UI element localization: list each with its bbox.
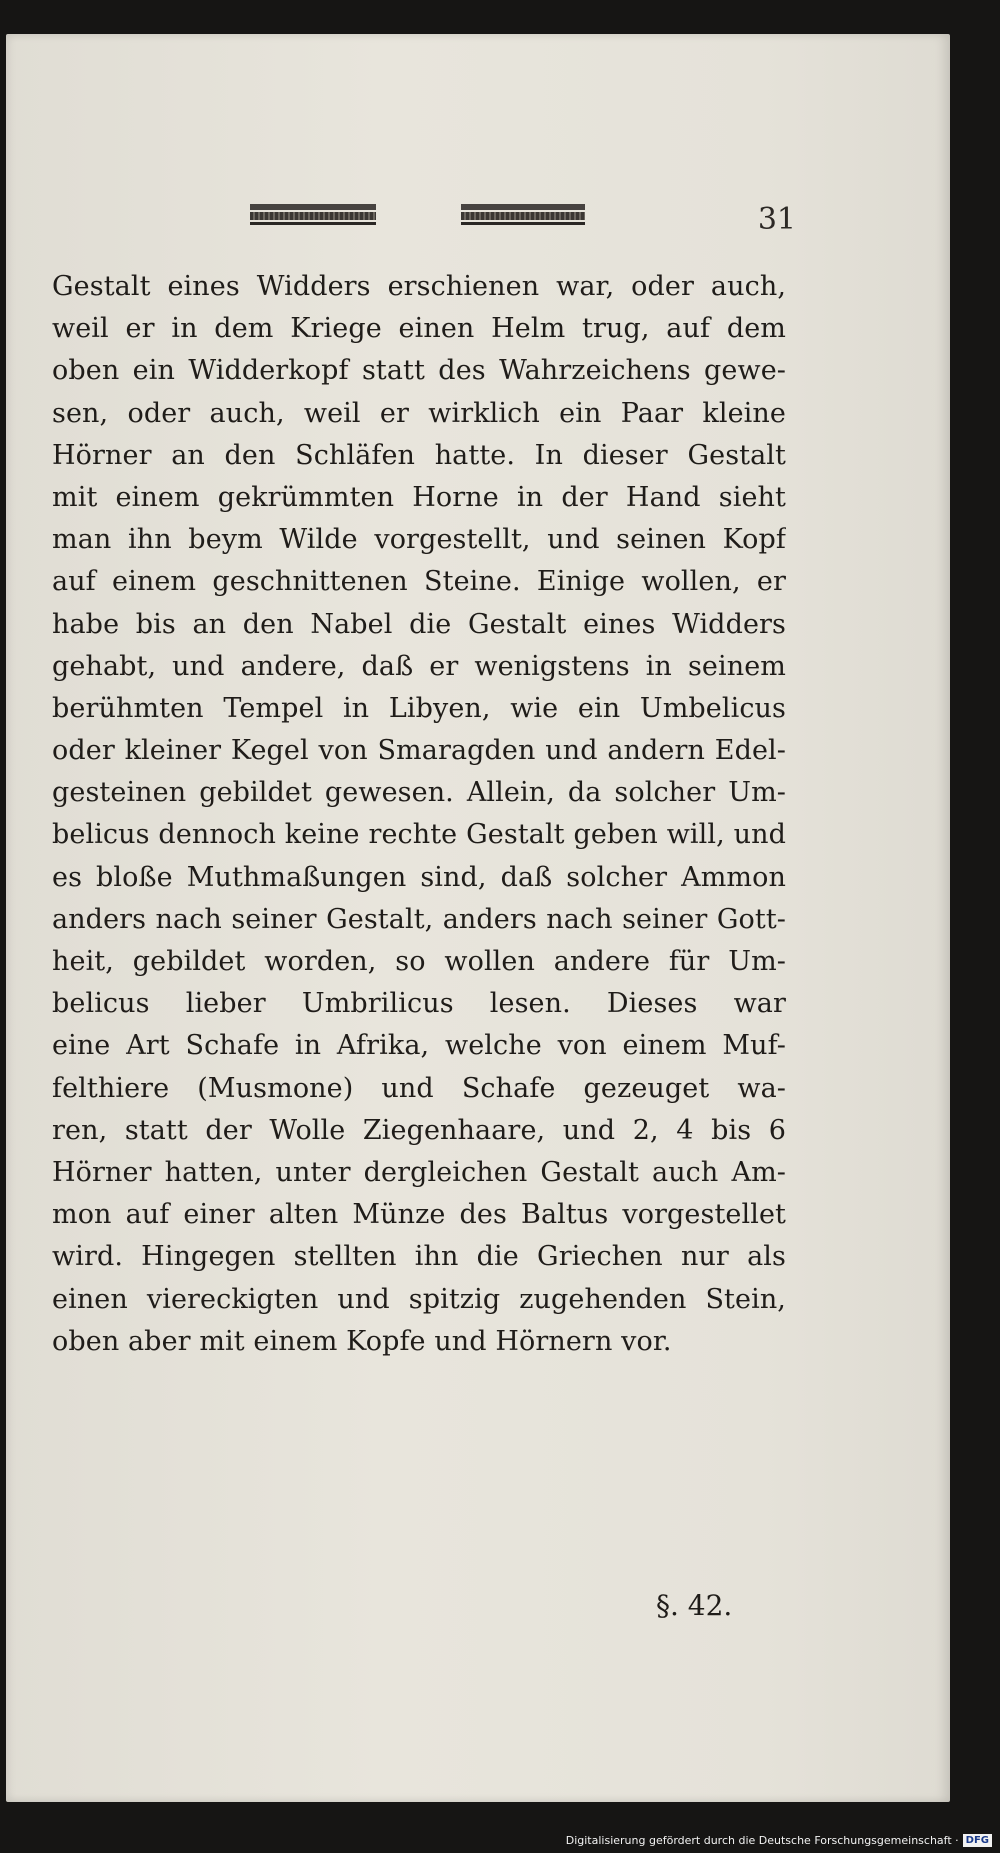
text-line: Hörner an den Schläfen hatte. In dieser Gestalt — [52, 439, 786, 471]
text-line: auf einem geschnittenen Steine. Einige wollen, er — [52, 566, 786, 598]
digitization-footer — [566, 1834, 992, 1847]
text-line: Hörner hatten, unter dergleichen Gestalt auch Am- — [52, 1156, 786, 1188]
text-line: mon auf einer alten Münze des Baltus vorgestellet — [52, 1199, 786, 1231]
text-line: wird. Hingegen stellten ihn die Griechen nur als — [52, 1241, 786, 1273]
text-line: belicus dennoch keine rechte Gestalt geben will, und — [52, 819, 786, 851]
text-line: belicus lieber Umbrilicus lesen. Dieses war — [52, 988, 786, 1020]
text-line: anders nach seiner Gestalt, anders nach seiner Gott- — [52, 903, 786, 935]
text-line: es bloße Muthmaßungen sind, daß solcher Ammon — [52, 861, 786, 893]
header-ornament-left — [250, 204, 376, 226]
text-line: oben aber mit einem Kopfe und Hörnern vor. — [52, 1325, 672, 1357]
text-line: weil er in dem Kriege einen Helm trug, auf dem — [52, 313, 786, 345]
footer-text: Digitalisierung gefördert durch die Deutsche Forschungsgemeinschaft · — [565, 1834, 959, 1847]
body-text — [52, 266, 786, 1363]
text-line: habe bis an den Nabel die Gestalt eines Widders — [52, 608, 786, 640]
text-line: einen viereckigten und spitzig zugehenden Stein, — [52, 1283, 786, 1315]
page-number: 31 — [757, 202, 796, 237]
text-line: heit, gebildet worden, so wollen andere für Um- — [52, 946, 786, 977]
text-line: oben ein Widderkopf statt des Wahrzeichens gewe- — [52, 355, 786, 387]
text-line: eine Art Schafe in Afrika, welche von einem Muf- — [52, 1030, 786, 1062]
catchword: §. 42. — [656, 1589, 733, 1622]
book-page — [6, 34, 950, 1802]
text-line: man ihn beym Wilde vorgestellt, und seinen Kopf — [52, 524, 786, 556]
header-ornament-right — [461, 204, 585, 226]
text-line: ren, statt der Wolle Ziegenhaare, und 2, 4 bis 6 — [52, 1114, 786, 1146]
text-line: gehabt, und andere, daß er wenigstens in seinem — [52, 650, 786, 682]
text-line: gesteinen gebildet gewesen. Allein, da solcher Um- — [52, 777, 786, 809]
text-line: berühmten Tempel in Libyen, wie ein Umbelicus — [52, 692, 786, 724]
text-line: Gestalt eines Widders erschienen war, oder auch, — [52, 271, 786, 302]
text-line: mit einem gekrümmten Horne in der Hand sieht — [52, 481, 786, 513]
text-line: oder kleiner Kegel von Smaragden und andern Edel- — [52, 735, 786, 767]
text-line: felthiere (Musmone) und Schafe gezeuget wa- — [52, 1072, 786, 1104]
dfg-logo: DFG — [963, 1834, 992, 1847]
text-line: sen, oder auch, weil er wirklich ein Paar kleine — [52, 397, 786, 429]
